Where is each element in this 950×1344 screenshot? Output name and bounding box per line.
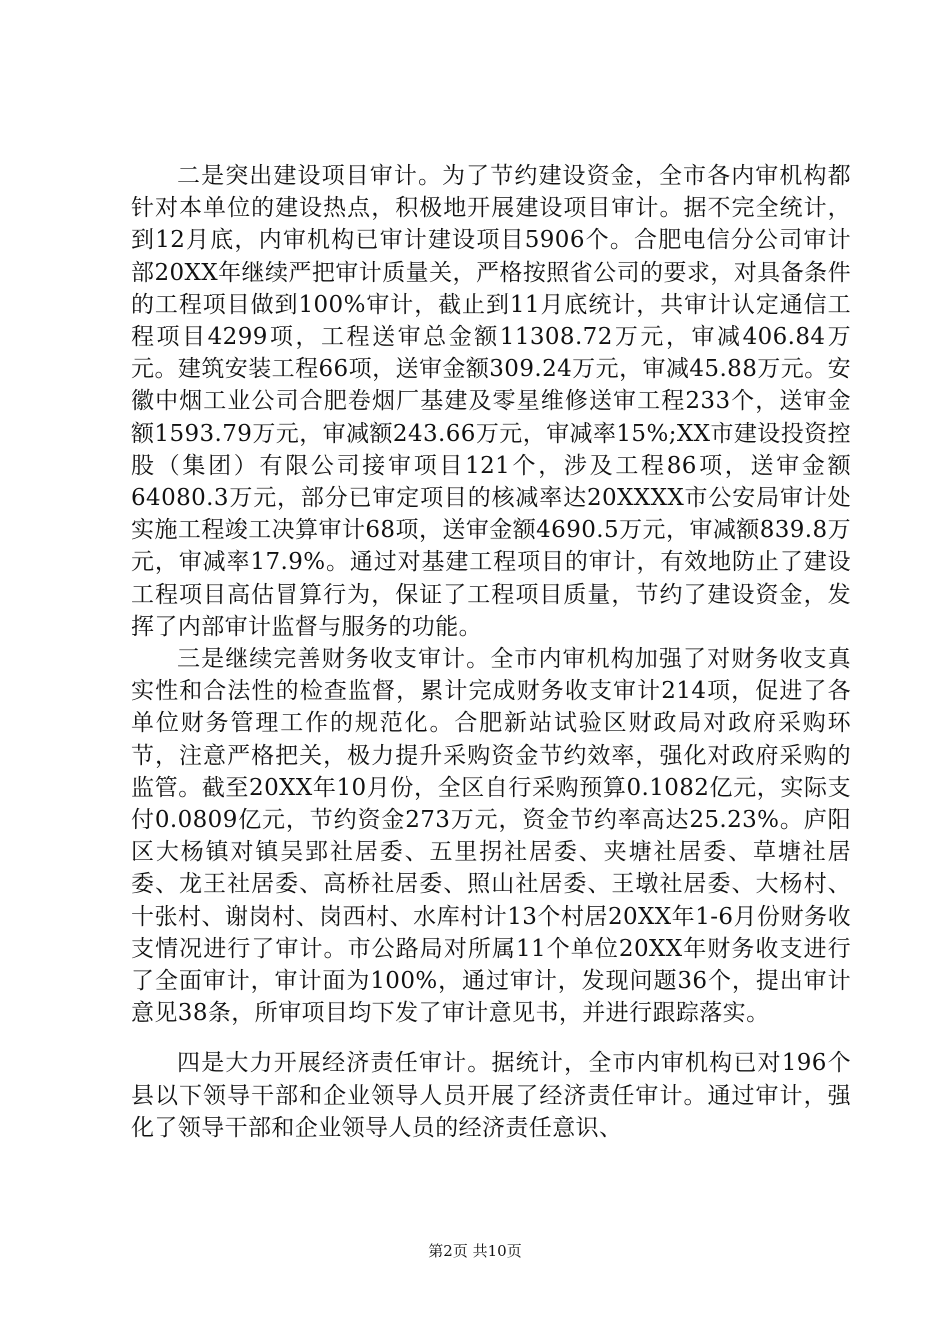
document-body — [131, 160, 851, 1144]
paragraph-financial-audit: 三是继续完善财务收支审计。全市内审机构加强了对财务收支真实性和合法性的检查监督，累计完成财务收支审计214项，促进了各单位财务管理工作的规范化。合肥新站试验区财政局对政府采购环节，注意严格把关，极力提升采购资金节约效率，强化对政府采购的监管。截至20XX年10月份，全区自行采购预算0.1082亿元，实际支付0.0809亿元，节约资金273万元，资金节约率高达25.23%。庐阳区大杨镇对镇吴郢社居委、五里拐社居委、夹塘社居委、草塘社居委、龙王社居委、高桥社居委、照山社居委、王墩社居委、大杨村、十张村、谢岗村、岗西村、水库村计13个村居20XX年1-6月份财务收支情况进行了审计。市公路局对所属11个单位20XX年财务收支进行了全面审计，审计面为100%，通过审计，发现问题36个，提出审计意见38条，所审项目均下发了审计意见书，并进行跟踪落实。 — [131, 646, 851, 1027]
paragraph-construction-audit: 二是突出建设项目审计。为了节约建设资金，全市各内审机构都针对本单位的建设热点，积极地开展建设项目审计。据不完全统计，到12月底，内审机构已审计建设项目5906个。合肥电信分公司审计部20XX年继续严把审计质量关，严格按照省公司的要求，对具备条件的工程项目做到100%审计，截止到11月底统计，共审计认定通信工程项目4299项，工程送审总金额11308.72万元，审减406.84万元。建筑安装工程66项，送审金额309.24万元，审减45.88万元。安徽中烟工业公司合肥卷烟厂基建及零星维修送审工程233个，送审金额1593.79万元，审减额243.66万元，审减率15%;XX市建设投资控股（集团）有限公司接审项目121个，涉及工程86项，送审金额64080.3万元，部分已审定项目的核减率达20XXXX市公安局审计处实施工程竣工决算审计68项，送审金额4690.5万元，审减额839.8万元，审减率17.9%。通过对基建工程项目的审计，有效地防止了建设工程项目高估冒算行为，保证了工程项目质量，节约了建设资金，发挥了内部审计监督与服务的功能。 — [131, 163, 851, 640]
paragraph-spacer — [131, 1029, 851, 1047]
paragraph-economic-responsibility-audit: 四是大力开展经济责任审计。据统计，全市内审机构已对196个县以下领导干部和企业领导人员开展了经济责任审计。通过审计，强化了领导干部和企业领导人员的经济责任意识、 — [131, 1050, 851, 1141]
page-number-footer: 第2页 共10页 — [428, 1242, 522, 1260]
